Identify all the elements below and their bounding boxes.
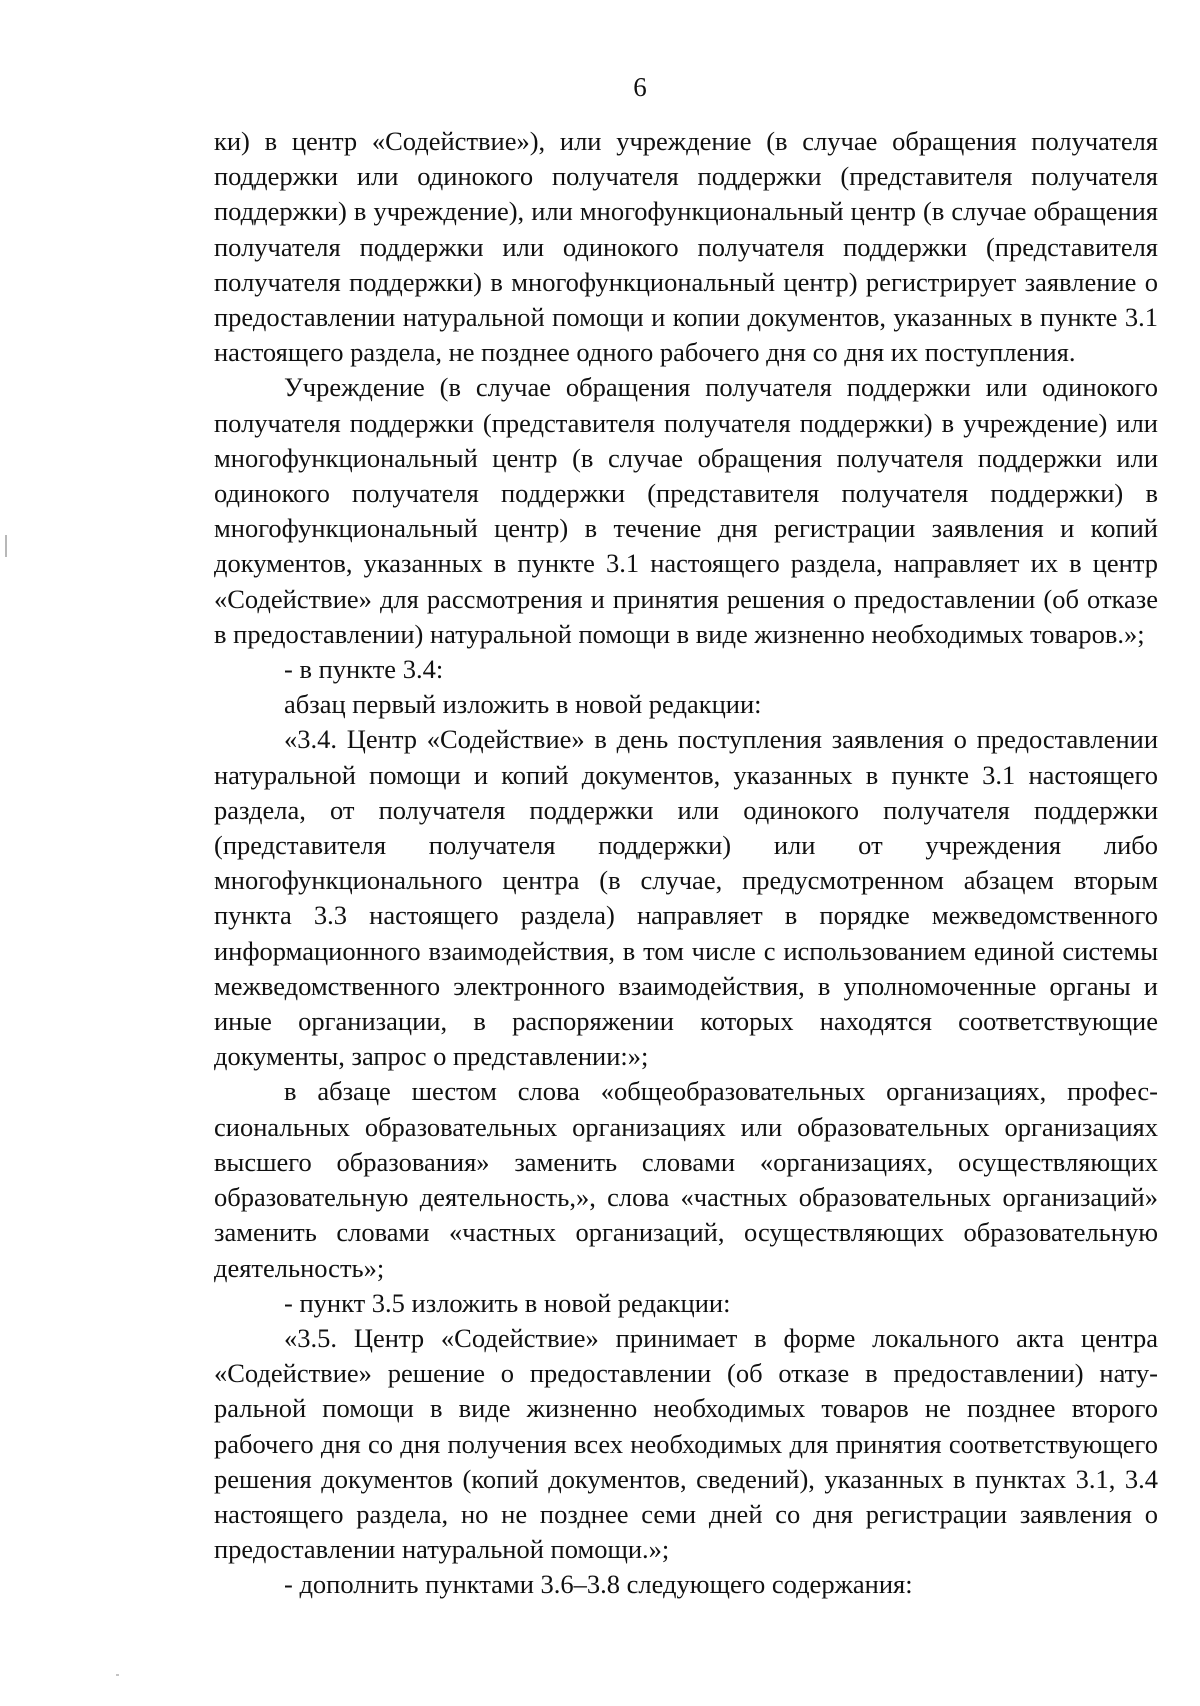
paragraph-clause-3-4-text: «3.4. Центр «Содействие» в день поступления заявления о предоставлении натуральной помощи и копий документов, указанных в пункте 3.1 настоящего раздела, от получателя поддержки или одинокого получателя поддержки (представителя получателя поддержки) или от учреждения либо многофункционального центра (в случае, предусмотренном абзацем вторым пункта 3.3 настоящего раздела) направляет в порядке межведомственного информационного взаимодействия, в том числе с использованием единой системы межведомственного электронного взаимодействия, в уполномоченные органы и иные организации, в распоряжении которых находятся соответствующие документы, запрос о представлении:»;	[214, 724, 1158, 1072]
paragraph-institution-forwarding: Учреждение (в случае обращения получателя поддержки или одинокого получателя поддержки (представителя получателя поддержки) в учреждение) или многофункциональный центр (в случае обращения получателя поддержки или одинокого получателя поддержки (представителя получателя поддержки) в многофункциональный центр) в течение дня регистрации заявления и копий документов, указанных в пункте 3.1 настоящего раздела, направляет их в центр «Содействие» для рассмотрения и принятия решения о предоставлении (об отказе в предоставлении) натуральной помощи в виде жизненно необходимых товаров.»;	[214, 372, 1158, 649]
paragraph-supplement-instruction: - дополнить пунктами 3.6–3.8 следующего содержания:	[284, 1569, 913, 1600]
scan-dust-dot	[116, 1674, 119, 1676]
paragraph-clause-3-5-heading: - пункт 3.5 изложить в новой редакции:	[284, 1287, 731, 1318]
page-number: 6	[633, 72, 647, 102]
paragraph-first-abzac-instruction: абзац первый изложить в новой редакции:	[284, 689, 762, 720]
scan-edge-mark	[5, 535, 7, 557]
document-body	[214, 124, 1158, 1603]
paragraph-clause-3-5-text: «3.5. Центр «Содействие» принимает в форме локального акта центра «Содействие» решение о предоставлении (об отказе в предоставлении) натуральной помощи в виде жизненно необходимых товаров не позднее второго рабочего дня со дня получения всех необходимых для принятия соответствующего решения документов (копий документов, сведений), указанных в пунктах 3.1, 3.4 настоящего раздела, но не позднее семи дней со дня регистрации заявления о предоставлении натуральной помощи.»;	[214, 1322, 1158, 1565]
paragraph-sixth-abzac-amendment: в абзаце шестом слова «общеобразовательных организациях, профессиональных образовательных организациях или образовательных организациях высшего образования» заменить словами «организациях, осуществляющих образовательную деятельность,», слова «частных образовательных организаций» заменить словами «частных организаций, осуществляющих образовательную деятельность»;	[214, 1076, 1158, 1283]
paragraph-continuation: ки) в центр «Содействие»), или учреждение (в случае обращения получателя поддержки или одинокого получателя поддержки (представителя получателя поддержки) в учреждение), или многофункциональный центр (в случае обращения получателя поддержки или одинокого получателя поддержки (представителя получателя поддержки) в многофункциональный центр) регистрирует заявление о предоставлении натуральной помощи и копии документов, указанных в пункте 3.1 настоящего раздела, не позднее одного рабочего дня со дня их поступления.	[214, 126, 1158, 368]
paragraph-clause-3-4-heading: - в пункте 3.4:	[284, 654, 444, 685]
